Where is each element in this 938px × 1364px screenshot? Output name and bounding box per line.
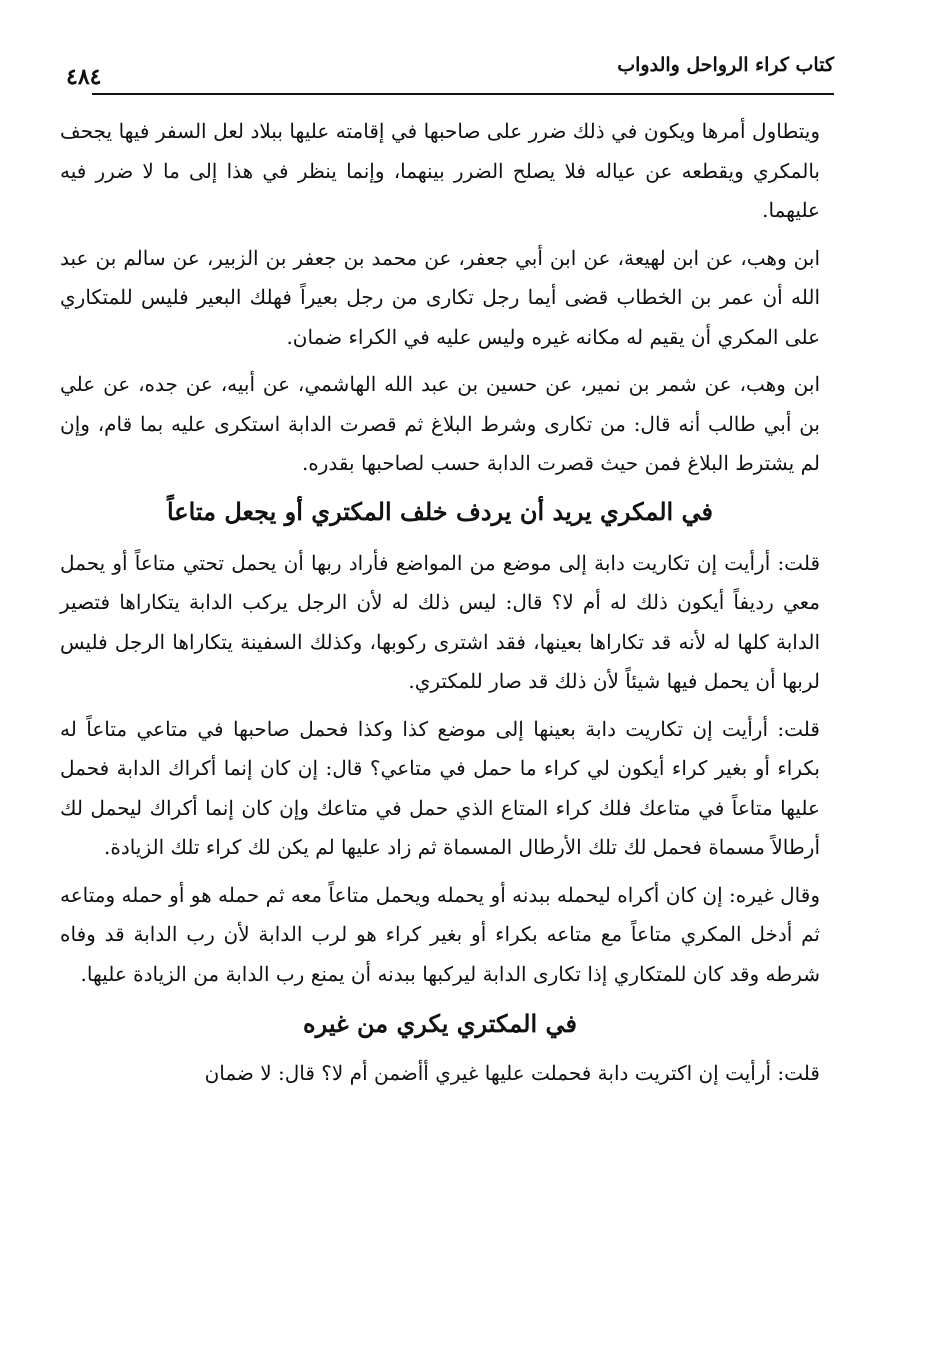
paragraph: ابن وهب، عن شمر بن نمير، عن حسين بن عبد الله الهاشمي، عن أبيه، عن جده، عن علي بن أبي طالب أنه قال: من تكارى وشرط البلاغ ثم قصرت الدابة استكرى عليه بما قام، وإن لم يشترط البلاغ فمن حيث قصرت الدابة حسب لصاحبها بقدره. <box>60 372 820 475</box>
page-number: ٤٨٤ <box>66 64 102 90</box>
section-heading: في المكري يريد أن يردف خلف المكتري أو يجعل متاعاً <box>166 496 714 526</box>
paragraph: ابن وهب، عن ابن لهيعة، عن ابن أبي جعفر، عن محمد بن جعفر بن الزبير، عن سالم بن عبد الله أن عمر بن الخطاب قضى أيما رجل تكارى من رجل بعيراً فهلك البعير فليس للمتكاري على المكري أن يقيم له مكانه غيره وليس عليه في الكراء ضمان. <box>60 245 820 349</box>
paragraph: ويتطاول أمرها ويكون في ذلك ضرر على صاحبها في إقامته عليها ببلاد لعل السفر فيها يجحف بالمكري ويقطعه عن عياله فلا يصلح الضرر بينهما، وإنما ينظر في هذا إلى ما لا ضرر فيه عليهما. <box>60 119 820 222</box>
header-rule <box>92 93 834 95</box>
paragraph: قلت: أرأيت إن تكاريت دابة إلى موضع من المواضع فأراد ربها أن يحمل تحتي متاعاً أو يحمل معي رديفاً أيكون ذلك له أم لا؟ قال: ليس ذلك له لأن الرجل يركب الدابة يتكاراها فتصير الدابة كلها له لأنه قد تكاراها بعينها، فقد اشترى ركوبها، وكذلك السفينة يتكاراها الرجل فليس لربها أن يحمل فيها شيئاً لأن ذلك قد صار للمكتري. <box>60 550 820 693</box>
body-text <box>60 112 820 1102</box>
paragraph: قلت: أرأيت إن اكتريت دابة فحملت عليها غيري أأضمن أم لا؟ قال: لا ضمان <box>204 1061 820 1085</box>
section-heading: في المكتري يكري من غيره <box>303 1009 577 1038</box>
running-title: كتاب كراء الرواحل والدواب <box>617 54 834 76</box>
paragraph: وقال غيره: إن كان أكراه ليحمله ببدنه أو يحمله ويحمل متاعاً معه ثم حمله هو أو حمله ومتاعه ثم أدخل المكري متاعاً مع متاعه بكراء أو بغير كراء هو لرب الدابة لأن رب الدابة قد وفاه شرطه وقد كان للمتكاري إذا تكارى الدابة ليركبها ببدنه أن يمنع رب الدابة من الزيادة عليها. <box>60 882 820 986</box>
running-header <box>64 46 834 90</box>
paragraph: قلت: أرأيت إن تكاريت دابة بعينها إلى موضع كذا وكذا فحمل صاحبها في متاعي متاعاً له بكراء أو بغير كراء أيكون لي كراء ما حمل في متاعي؟ قال: إن كان إنما أكراك الدابة فحمل عليها متاعاً في متاعك فلك كراء المتاع الذي حمل في متاعك وإن كان إنما أكراك ليحمل لك أرطالاً مسماة فحمل لك تلك الأرطال المسماة ثم زاد عليها لم يكن لك كراء تلك الزيادة. <box>60 716 820 859</box>
